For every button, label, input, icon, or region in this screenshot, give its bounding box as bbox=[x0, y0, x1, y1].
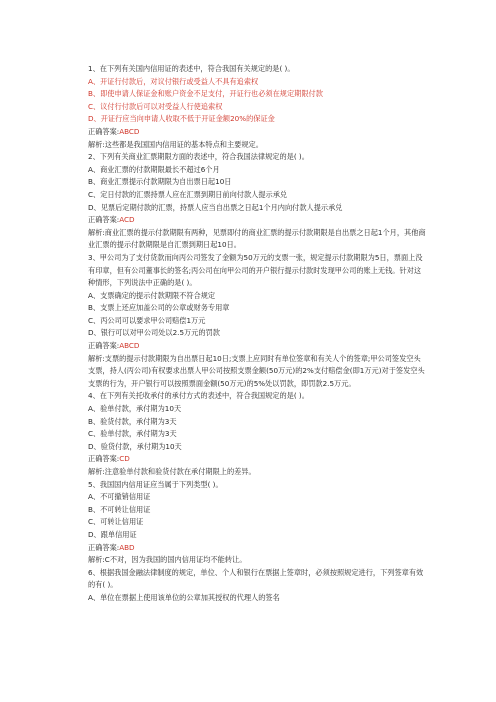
question-3-option-d: D、银行可以对甲公司处以2.5万元的罚款 bbox=[88, 328, 220, 338]
question-2: 2、下列有关商业汇票期限方面的表述中，符合我国法律规定的是( )。 bbox=[88, 152, 309, 162]
question-3-option-b: B、支票上还应加盖公司的公章或财务专用章 bbox=[88, 303, 230, 313]
question-3-option-a: A、支票确定的提示付款期限不符合规定 bbox=[88, 290, 216, 300]
question-2-option-c: C、定日付款的汇票持票人应在汇票到期日前向付款人提示承兑 bbox=[88, 189, 288, 199]
question-3-option-c: C、丙公司可以要求甲公司赔偿1万元 bbox=[88, 315, 206, 325]
question-2-option-b: B、商业汇票提示付款期限为自出票日起10日 bbox=[88, 177, 232, 187]
document-body bbox=[76, 63, 426, 605]
question-5: 5、我国国内信用证应当属于下列类型( )。 bbox=[88, 479, 223, 489]
question-5-option-c: C、可转让信用证 bbox=[88, 517, 144, 527]
question-4-option-d: D、验货付款，承付期为10天 bbox=[88, 441, 182, 451]
question-4-explanation: 解析:注意验单付款和验货付款在承付期限上的差异。 bbox=[88, 467, 256, 476]
question-2-option-a: A、商业汇票的付款期限最长不超过6个月 bbox=[88, 164, 220, 174]
question-2-answer: 正确答案:ACD bbox=[88, 215, 135, 225]
question-1-option-d: D、开证行应当向申请人收取不低于开证金额20%的保证金 bbox=[88, 114, 275, 124]
question-1-explanation: 解析:这些都是我国国内信用证的基本特点和主要规定。 bbox=[88, 139, 263, 149]
question-1-option-b: B、即使申请人保证金和账户资金不足支付，开证行也必须在规定期限付款 bbox=[88, 89, 323, 99]
question-4-option-c: C、验单付款，承付期为3天 bbox=[88, 429, 177, 439]
question-4-option-b: B、验货付款，承付期为3天 bbox=[88, 416, 177, 426]
question-1-option-c: C、议付行付款后可以对受益人行使追索权 bbox=[88, 101, 223, 111]
question-2-option-d: D、见票后定期付款的汇票，持票人应当自出票之日起1个月内向付款人提示承兑 bbox=[88, 202, 343, 212]
question-5-answer: 正确答案:ABD bbox=[88, 542, 135, 552]
question-5-explanation: 解析:C不对，因为我国的国内信用证均不能转让。 bbox=[88, 555, 247, 565]
question-3-explanation: 解析:支票的提示付款期限为自出票日起10日;支票上应同时有单位签章和有关人个的签章;甲公司签发空头支票，持人(丙公司)有权要求出票人甲公司按照支票金额(50万元)的2%支付赔偿金(即1万元)对于签发空头支票的行为，开户银行可以按照票面金额(50万元)的5%处以罚款，即罚款2.5万元。 bbox=[88, 353, 425, 388]
question-4-option-a: A、验单付款，承付期为10天 bbox=[88, 404, 182, 414]
question-6: 6、根据我国金融法律制度的规定，单位、个人和银行在票据上签章时，必须按照规定进行，下列签章有效的有( )。 bbox=[88, 567, 424, 590]
question-2-explanation: 解析:商业汇票的提示付款期限有两种，见票即付的商业汇票的提示付款期限是自出票之日起1个月，其他商业汇票的提示付款期限是自汇票到期日起10日。 bbox=[88, 227, 426, 250]
question-5-option-a: A、不可撤销信用证 bbox=[88, 492, 151, 502]
question-4: 4、在下列有关托收承付的承付方式的表述中，符合我国规定的是( )。 bbox=[88, 391, 309, 401]
question-5-option-b: B、不可转让信用证 bbox=[88, 504, 151, 514]
question-1-answer: 正确答案:ABCD bbox=[88, 126, 140, 136]
question-1-option-a: A、开证行付款后，对议付银行或受益人不具有追索权 bbox=[88, 76, 259, 86]
question-6-option-a: A、单位在票据上使用该单位的公章加其授权的代理人的签名 bbox=[88, 592, 280, 602]
question-4-answer: 正确答案:CD bbox=[88, 454, 130, 464]
question-5-option-d: D、跟单信用证 bbox=[88, 529, 137, 539]
question-3: 3、甲公司为了支付货款而向丙公司签发了金额为50万元的支票一张，规定提示付款期限为5日，票面上没有印章，但有公司董事长的签名;丙公司在向甲公司的开户银行提示付款时发现甲公司的账上无钱。针对这种情形，下列说法中正确的是( )。 bbox=[88, 252, 423, 288]
question-1: 1、在下列有关国内信用证的表述中，符合我国有关规定的是( )。 bbox=[88, 64, 295, 73]
question-3-answer: 正确答案:ABCD bbox=[88, 341, 140, 351]
